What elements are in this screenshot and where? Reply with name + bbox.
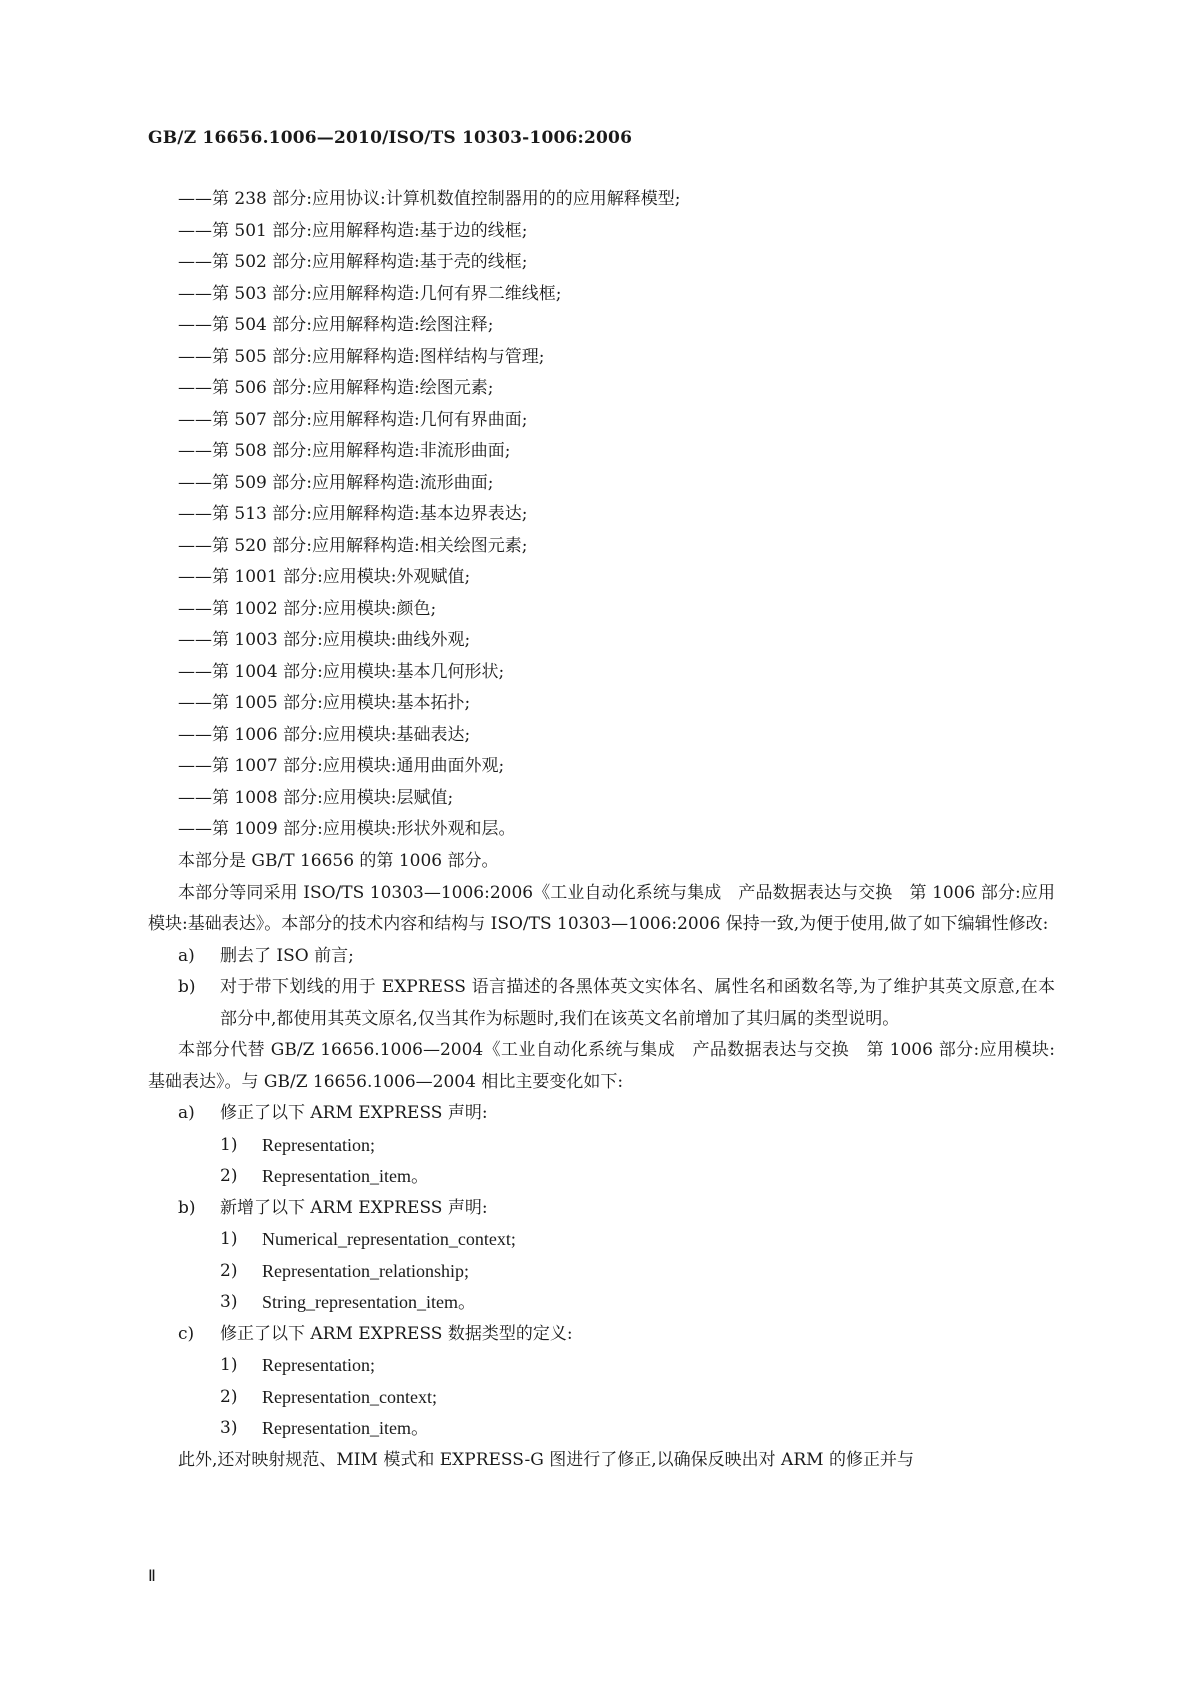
sub-label: 1) — [220, 1229, 238, 1249]
paragraph-replacement: 本部分代替 GB/Z 16656.1006—2004《工业自动化系统与集成 产品数据表达与交换 第 1006 部分:应用模块:基础表达》。与 GB/Z 16656.1006—2004 相比主要变化如下: — [148, 1040, 1055, 1092]
change-item — [148, 1098, 1055, 1130]
change-item — [148, 1319, 1055, 1351]
sub-label: 1) — [220, 1134, 238, 1155]
sub-item — [148, 1382, 1055, 1414]
edit-item — [148, 972, 1055, 1035]
sub-text: Representation; — [262, 1355, 375, 1375]
edit-item — [148, 941, 1055, 973]
list-item: ——第 504 部分:应用解释构造:绘图注释; — [178, 315, 494, 335]
list-item: ——第 1007 部分:应用模块:通用曲面外观; — [178, 756, 505, 776]
parts-list — [178, 184, 680, 846]
sub-text: Representation_relationship; — [262, 1260, 469, 1281]
list-item: ——第 1004 部分:应用模块:基本几何形状; — [178, 661, 505, 682]
sub-label: 2) — [220, 1166, 238, 1186]
list-item: ——第 1008 部分:应用模块:层赋值; — [178, 787, 454, 808]
list-item: ——第 506 部分:应用解释构造:绘图元素; — [178, 378, 494, 398]
paragraph-part-statement: 本部分是 GB/T 16656 的第 1006 部分。 — [178, 851, 499, 871]
sub-label: 1) — [220, 1355, 238, 1375]
sub-item — [148, 1224, 1055, 1256]
list-item: ——第 505 部分:应用解释构造:图样结构与管理; — [178, 346, 545, 367]
sub-item — [148, 1256, 1055, 1288]
list-item: ——第 502 部分:应用解释构造:基于壳的线框; — [178, 252, 528, 272]
item-label: a) — [178, 1103, 195, 1123]
sub-text: Representation; — [262, 1134, 375, 1155]
list-item: ——第 507 部分:应用解释构造:几何有界曲面; — [178, 409, 528, 430]
item-text: 修正了以下 ARM EXPRESS 声明: — [220, 1103, 488, 1123]
list-item: ——第 1009 部分:应用模块:形状外观和层。 — [178, 819, 516, 839]
sub-text: Representation_item。 — [262, 1418, 429, 1438]
change-item — [148, 1193, 1055, 1225]
sub-text: Representation_item。 — [262, 1166, 429, 1186]
sub-label: 2) — [220, 1386, 238, 1407]
sub-item — [148, 1161, 1055, 1193]
paragraph-additional: 此外,还对映射规范、MIM 模式和 EXPRESS-G 图进行了修正,以确保反映出对 ARM 的修正并与 — [178, 1449, 914, 1470]
list-item: ——第 1006 部分:应用模块:基础表达; — [178, 724, 471, 745]
list-item: ——第 1001 部分:应用模块:外观赋值; — [178, 567, 471, 587]
item-text: 删去了 ISO 前言; — [220, 945, 354, 966]
sub-text: Numerical_representation_context; — [262, 1229, 516, 1249]
sub-label: 2) — [220, 1260, 238, 1281]
list-item: ——第 1005 部分:应用模块:基本拓扑; — [178, 693, 471, 713]
sub-item — [148, 1350, 1055, 1382]
item-text: 新增了以下 ARM EXPRESS 声明: — [220, 1197, 488, 1218]
list-item: ——第 1003 部分:应用模块:曲线外观; — [178, 630, 471, 650]
sub-item — [148, 1287, 1055, 1319]
sub-item — [148, 1413, 1055, 1445]
item-label: a) — [178, 945, 195, 966]
item-label: b) — [178, 977, 196, 997]
sub-label: 3) — [220, 1292, 238, 1312]
list-item: ——第 509 部分:应用解释构造:流形曲面; — [178, 472, 494, 493]
paragraph-adoption: 本部分等同采用 ISO/TS 10303—1006:2006《工业自动化系统与集成 产品数据表达与交换 第 1006 部分:应用模块:基础表达》。本部分的技术内容和结构与 ISO/TS 10303—1006:2006 保持一致,为便于使用,做了如下编辑性修改: — [148, 882, 1055, 934]
list-item: ——第 238 部分:应用协议:计算机数值控制器用的的应用解释模型; — [178, 189, 681, 209]
list-item: ——第 513 部分:应用解释构造:基本边界表达; — [178, 504, 528, 524]
list-item: ——第 520 部分:应用解释构造:相关绘图元素; — [178, 535, 528, 556]
sub-label: 3) — [220, 1418, 238, 1438]
sub-text: Representation_context; — [262, 1386, 437, 1407]
list-item: ——第 501 部分:应用解释构造:基于边的线框; — [178, 220, 528, 241]
item-text: 对于带下划线的用于 EXPRESS 语言描述的各黑体英文实体名、属性名和函数名等,为了维护其英文原意,在本部分中,都使用其英文原名,仅当其作为标题时,我们在该英文名前增加了其归属的类型说明。 — [220, 977, 1055, 1029]
item-label: c) — [178, 1323, 195, 1344]
list-item: ——第 508 部分:应用解释构造:非流形曲面; — [178, 441, 511, 461]
item-label: b) — [178, 1197, 196, 1218]
body-text — [148, 846, 1055, 1476]
page-number: Ⅱ — [148, 1568, 156, 1585]
list-item: ——第 503 部分:应用解释构造:几何有界二维线框; — [178, 283, 562, 304]
standard-code-header: GB/Z 16656.1006—2010/ISO/TS 10303-1006:2006 — [148, 128, 633, 148]
item-text: 修正了以下 ARM EXPRESS 数据类型的定义: — [220, 1323, 573, 1344]
list-item: ——第 1002 部分:应用模块:颜色; — [178, 598, 437, 619]
sub-item — [148, 1130, 1055, 1162]
sub-text: String_representation_item。 — [262, 1292, 476, 1312]
